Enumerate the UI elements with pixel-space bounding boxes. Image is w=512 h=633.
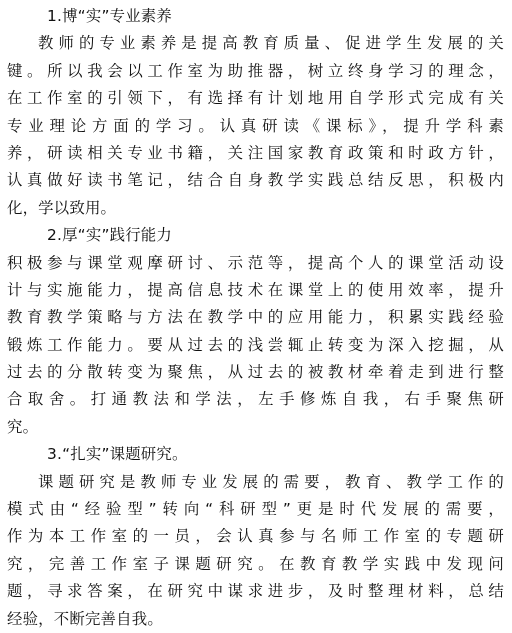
section-2-line-3: 教育教学策略与方法在教学中的应用能力，积累实践经验 <box>7 308 504 327</box>
section-3-line-6: 经验，不断完善自我。 <box>7 609 163 628</box>
section-1-line-3: 在工作室的引领下，有选择有计划地用自学形式完成有关 <box>7 89 504 108</box>
section-2-line-5: 过去的分散转变为聚焦，从过去的被教材牵着走到进行整 <box>7 363 504 382</box>
section-2-line-4: 锻炼工作能力。要从过去的浅尝辄止转变为深入挖掘，从 <box>7 335 504 354</box>
section-1-line-5: 养，研读相关专业书籍，关注国家教育政策和时政方针， <box>7 143 504 162</box>
section-1-line-7: 化，学以致用。 <box>7 198 117 217</box>
section-3-line-4: 究，完善工作室子课题研究。在教育教学实践中发现问 <box>7 554 504 573</box>
section-1-heading: 1.博“实”专业素养 <box>47 7 172 25</box>
section-1-line-2: 键。所以我会以工作室为助推器，树立终身学习的理念， <box>7 61 504 80</box>
section-2-line-7: 究。 <box>7 417 39 436</box>
section-1 <box>7 3 504 222</box>
section-2-heading: 2.厚“实”践行能力 <box>47 226 172 245</box>
section-3-line-3: 作为本工作室的一员，会认真参与名师工作室的专题研 <box>7 527 504 546</box>
section-1-line-4: 专业理论方面的学习。认真研读《课标》，提升学科素 <box>7 116 504 135</box>
section-2-line-6: 合取舍。打通教法和学法，左手修炼自我，右手聚焦研 <box>7 390 504 409</box>
section-3-line-1: 课题研究是教师专业发展的需要，教育、教学工作的 <box>38 472 504 491</box>
section-1-line-1: 教师的专业素养是提高教育质量、促进学生发展的关 <box>38 34 504 53</box>
section-2-line-1: 积极参与课堂观摩研讨、示范等，提高个人的课堂活动设 <box>7 253 504 272</box>
section-3-line-2: 模式由“经验型”转向“科研型”更是时代发展的需要， <box>7 500 504 519</box>
section-1-line-6: 认真做好读书笔记，结合自身教学实践总结反思，积极内 <box>7 171 504 190</box>
section-3-line-5: 题，寻求答案，在研究中谋求进步，及时整理材料，总结 <box>7 582 504 601</box>
section-2-line-2: 计与实施能力，提高信息技术在课堂上的使用效率，提升 <box>7 280 504 299</box>
section-3 <box>7 441 504 633</box>
section-3-heading: 3.“扎实”课题研究。 <box>47 445 188 464</box>
section-2 <box>7 222 504 441</box>
